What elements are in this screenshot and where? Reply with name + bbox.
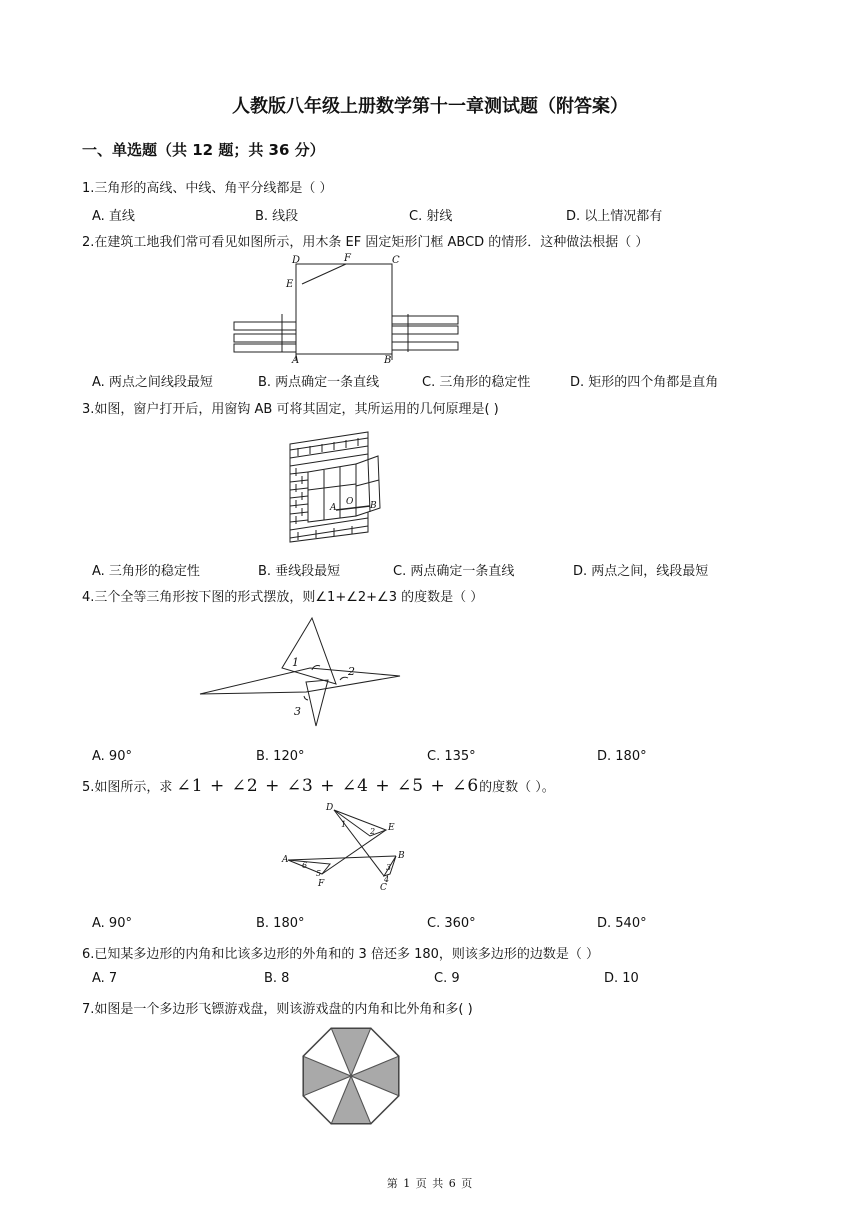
label-5: 5 bbox=[316, 869, 322, 878]
question-4-option-c[interactable]: C. 135° bbox=[427, 749, 476, 764]
question-4-option-a[interactable]: A. 90° bbox=[92, 749, 132, 764]
question-5-stem-suffix: 的度数（ ）。 bbox=[479, 780, 555, 795]
label-1: 1 bbox=[341, 820, 347, 829]
question-5-option-c[interactable]: C. 360° bbox=[427, 916, 476, 931]
question-4-stem: 4.三个全等三角形按下图的形式摆放，则∠1+∠2+∠3 的度数是（ ） bbox=[82, 590, 484, 605]
question-3-option-b[interactable]: B. 垂线段最短 bbox=[258, 564, 341, 579]
angles-figure bbox=[278, 800, 414, 893]
question-4-option-b[interactable]: B. 120° bbox=[256, 749, 305, 764]
label-e: E bbox=[388, 823, 395, 833]
question-3-option-a[interactable]: A. 三角形的稳定性 bbox=[92, 564, 200, 579]
question-5-option-a[interactable]: A. 90° bbox=[92, 916, 132, 931]
question-5-option-b[interactable]: B. 180° bbox=[256, 916, 305, 931]
question-2-option-c[interactable]: C. 三角形的稳定性 bbox=[422, 375, 531, 390]
question-1-option-d[interactable]: D. 以上情况都有 bbox=[566, 209, 663, 224]
label-c: C bbox=[392, 255, 400, 266]
section-heading: 一、单选题（共 12 题；共 36 分） bbox=[82, 141, 325, 159]
dartboard-figure bbox=[299, 1024, 403, 1128]
label-a: A bbox=[282, 855, 289, 865]
door-frame-figure bbox=[230, 252, 462, 364]
question-5-option-d[interactable]: D. 540° bbox=[597, 916, 647, 931]
question-6-option-d[interactable]: D. 10 bbox=[604, 971, 639, 986]
label-b: B bbox=[398, 851, 405, 861]
question-5-stem bbox=[82, 776, 555, 796]
label-c: C bbox=[380, 883, 387, 893]
label-2: 2 bbox=[370, 827, 376, 836]
question-1-option-a[interactable]: A. 直线 bbox=[92, 209, 135, 224]
question-6-option-c[interactable]: C. 9 bbox=[434, 971, 460, 986]
label-e: E bbox=[286, 279, 294, 290]
label-b: B bbox=[370, 501, 377, 511]
question-3-option-c[interactable]: C. 两点确定一条直线 bbox=[393, 564, 515, 579]
label-1: 1 bbox=[292, 656, 299, 669]
page-footer: 第 1 页 共 6 页 bbox=[386, 1177, 474, 1190]
question-4-option-d[interactable]: D. 180° bbox=[597, 749, 647, 764]
label-3: 3 bbox=[386, 863, 392, 872]
triangles-figure bbox=[196, 614, 402, 730]
label-2: 2 bbox=[348, 665, 355, 678]
label-d: D bbox=[326, 803, 334, 813]
label-f: F bbox=[344, 253, 351, 264]
question-2-stem: 2.在建筑工地我们常可看见如图所示，用木条 EF 固定矩形门框 ABCD 的情形．这种做法根据（ ） bbox=[82, 235, 649, 250]
question-1-option-c[interactable]: C. 射线 bbox=[409, 209, 453, 224]
question-2-option-a[interactable]: A. 两点之间线段最短 bbox=[92, 375, 213, 390]
question-3-stem: 3.如图，窗户打开后，用窗钩 AB 可将其固定，其所运用的几何原理是( ) bbox=[82, 402, 499, 417]
label-6: 6 bbox=[302, 861, 308, 870]
question-6-option-b[interactable]: B. 8 bbox=[264, 971, 290, 986]
question-2-option-d[interactable]: D. 矩形的四个角都是直角 bbox=[570, 375, 719, 390]
label-a: A bbox=[330, 503, 337, 513]
question-2-option-b[interactable]: B. 两点确定一条直线 bbox=[258, 375, 380, 390]
question-6-stem: 6.已知某多边形的内角和比该多边形的外角和的 3 倍还多 180，则该多边形的边数是（ ） bbox=[82, 947, 600, 962]
window-figure bbox=[286, 428, 386, 546]
question-6-option-a[interactable]: A. 7 bbox=[92, 971, 118, 986]
question-5-stem-prefix: 5.如图所示，求 bbox=[82, 780, 177, 795]
label-o: O bbox=[346, 497, 354, 507]
label-a: A bbox=[292, 355, 300, 366]
question-7-stem: 7.如图是一个多边形飞镖游戏盘，则该游戏盘的内角和比外角和多( ) bbox=[82, 1002, 473, 1017]
label-b: B bbox=[384, 355, 392, 366]
page-title: 人教版八年级上册数学第十一章测试题（附答案） bbox=[232, 96, 628, 117]
question-3-option-d[interactable]: D. 两点之间，线段最短 bbox=[573, 564, 709, 579]
label-d: D bbox=[292, 255, 301, 266]
label-f: F bbox=[318, 879, 325, 889]
question-5-angle-sum: ∠1 + ∠2 + ∠3 + ∠4 + ∠5 + ∠6 bbox=[176, 776, 480, 796]
question-1-option-b[interactable]: B. 线段 bbox=[255, 209, 299, 224]
label-3: 3 bbox=[294, 705, 301, 718]
question-1-stem: 1.三角形的高线、中线、角平分线都是（ ） bbox=[82, 181, 333, 196]
label-4: 4 bbox=[384, 875, 390, 884]
